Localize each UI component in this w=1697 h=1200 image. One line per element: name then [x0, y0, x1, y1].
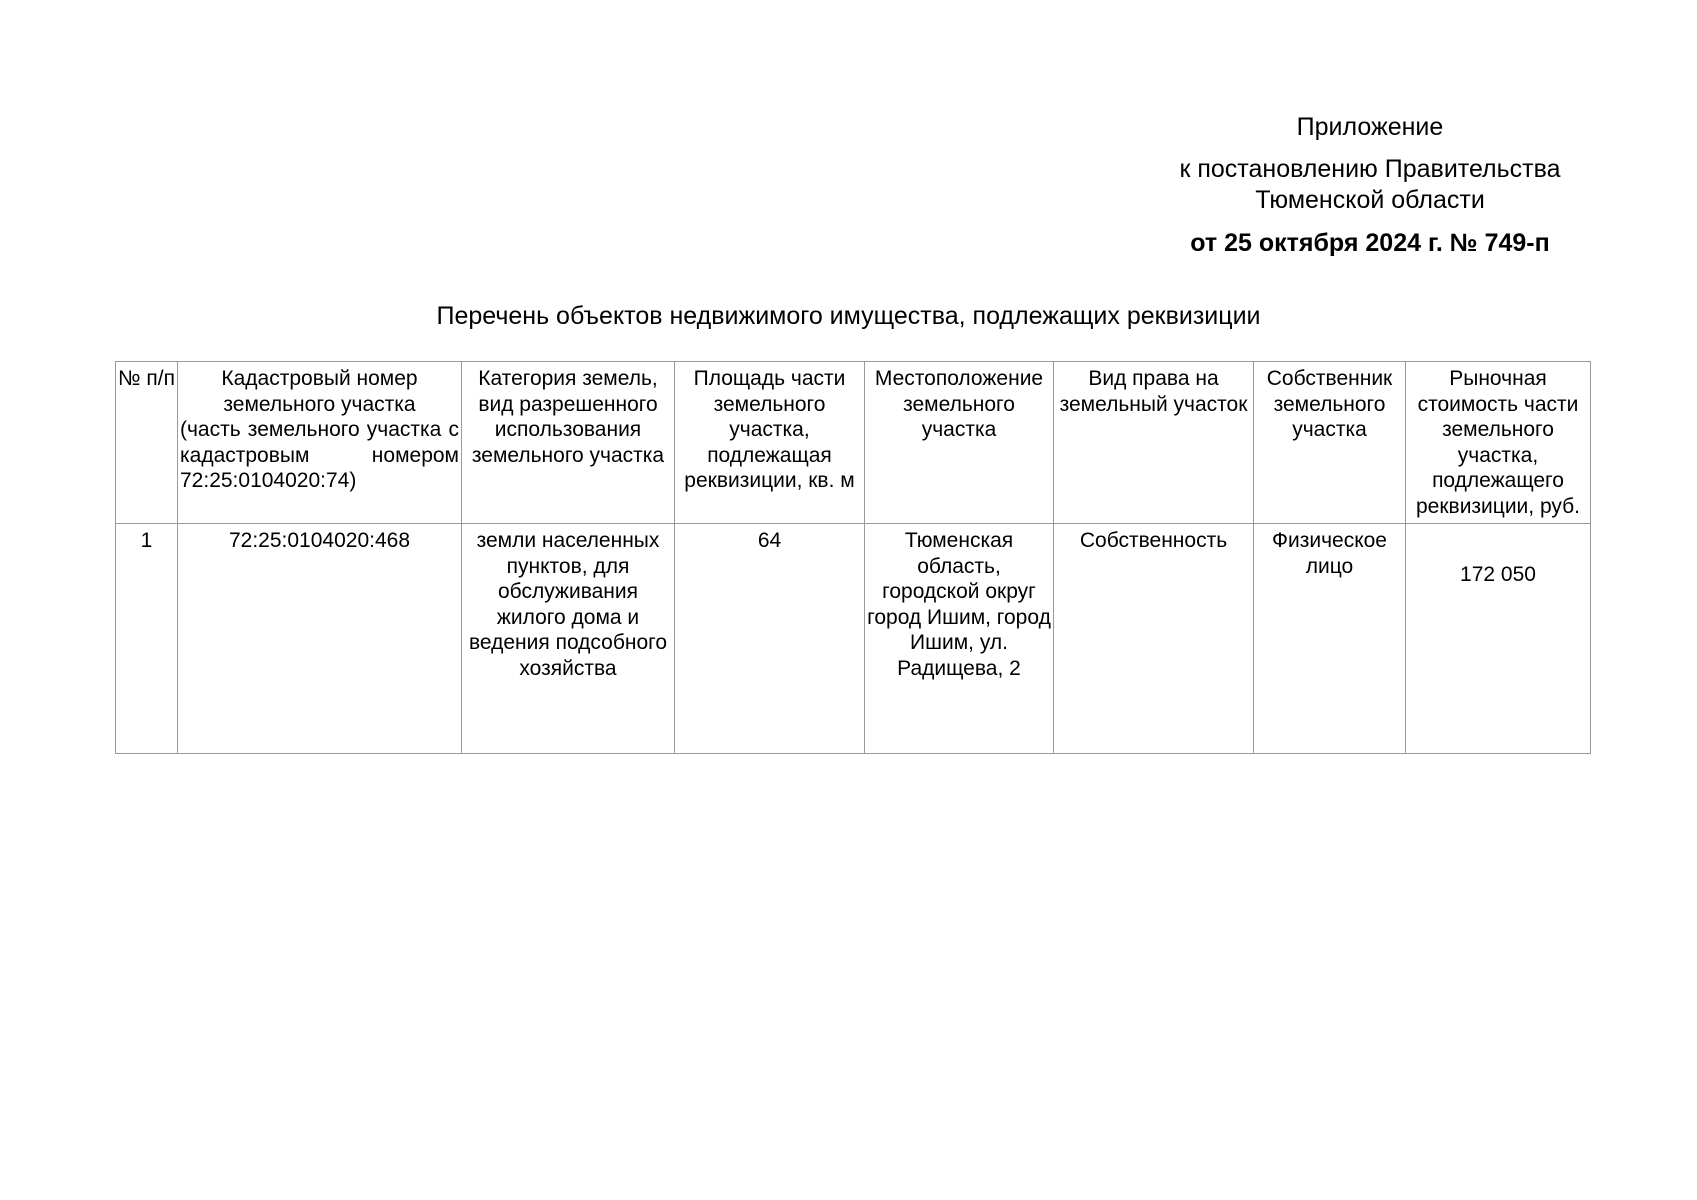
- header-right-type: Вид права на земельный участок: [1054, 362, 1254, 524]
- decree-reference-line2: Тюменской области: [1255, 186, 1485, 214]
- cell-right-type: Собственность: [1054, 524, 1254, 754]
- requisition-table: [115, 361, 1591, 754]
- header-owner: Собственник земельного участка: [1254, 362, 1406, 524]
- cell-location: Тюменская область, городской округ город Ишим, город Ишим, ул. Радищева, 2: [865, 524, 1054, 754]
- header-market-value: Рыночная стоимость части земельного участка, подлежащего реквизиции, руб.: [1406, 362, 1591, 524]
- header-land-category: Категория земель, вид разрешенного использования земельного участка: [462, 362, 675, 524]
- cell-cadastral-number: 72:25:0104020:468: [178, 524, 462, 754]
- decree-reference: [1150, 154, 1590, 216]
- header-number: № п/п: [116, 362, 178, 524]
- header-location: Местоположение земельного участка: [865, 362, 1054, 524]
- appendix-block: [1150, 112, 1590, 259]
- decree-reference-line1: к постановлению Правительства: [1179, 155, 1561, 183]
- cell-number: 1: [116, 524, 178, 754]
- table-row: [116, 524, 1591, 754]
- document-title: Перечень объектов недвижимого имущества, подлежащих реквизиции: [436, 302, 1261, 330]
- cell-market-value: 172 050: [1406, 524, 1591, 754]
- header-cadastral-number: [178, 362, 462, 524]
- table-header-row: [116, 362, 1591, 524]
- decree-date-number: от 25 октября 2024 г. № 749-п: [1190, 229, 1550, 257]
- cell-owner: Физическое лицо: [1254, 524, 1406, 754]
- header-cadastral-note: (часть земельного участка с кадастровым номером 72:25:0104020:74): [180, 418, 459, 492]
- header-area: Площадь части земельного участка, подлежащая реквизиции, кв. м: [675, 362, 865, 524]
- cell-area: 64: [675, 524, 865, 754]
- cell-land-category: земли населенных пунктов, для обслуживания жилого дома и ведения подсобного хозяйства: [462, 524, 675, 754]
- appendix-title: Приложение: [1296, 113, 1444, 141]
- header-cadastral-label: Кадастровый номер земельного участка: [221, 367, 418, 416]
